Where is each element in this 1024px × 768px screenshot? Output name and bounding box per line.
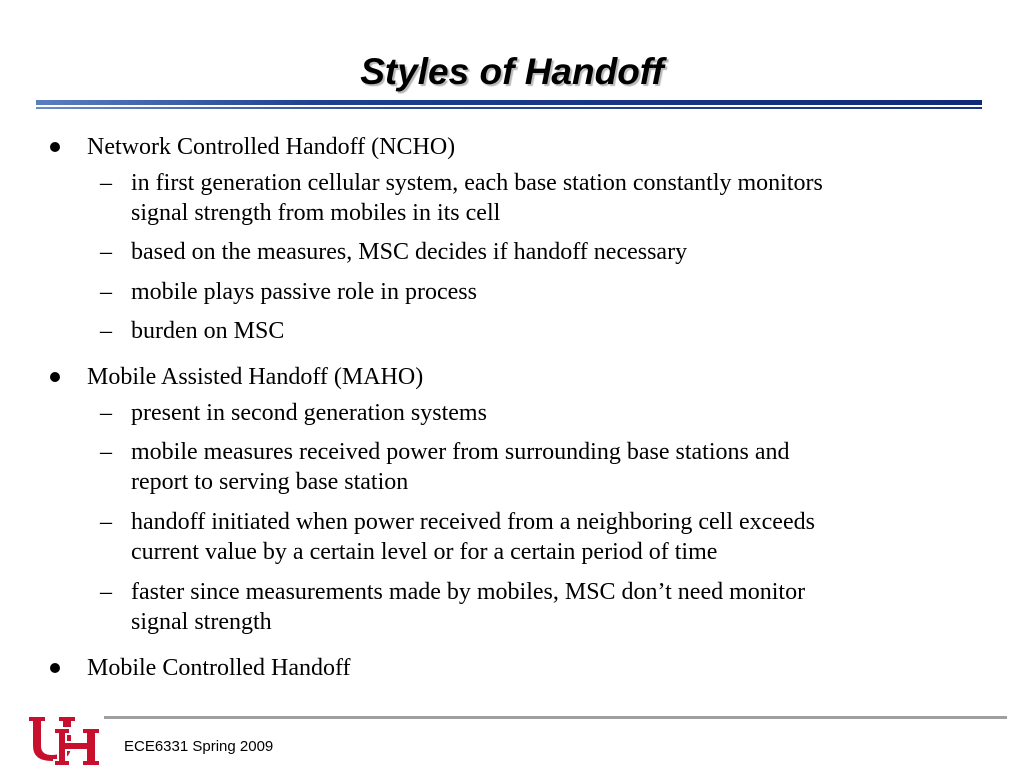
bullet-dot-icon: [50, 663, 60, 673]
sub-bullet-line: signal strength: [131, 609, 272, 635]
sub-bullet-line: current value by a certain level or for a certain period of time: [131, 539, 718, 565]
bullet-mcho: [87, 653, 351, 683]
sub-bullet-line: handoff initiated when power received from a neighboring cell exceeds: [131, 509, 815, 535]
sub-bullet-line: signal strength from mobiles in its cell: [131, 200, 501, 226]
sub-bullet: [100, 316, 971, 346]
dash-icon: –: [100, 509, 112, 535]
sub-bullet-line: in first generation cellular system, each base station constantly monitors: [131, 170, 823, 196]
sub-bullet-line: mobile plays passive role in process: [131, 279, 477, 305]
bullet-dot-icon: [50, 372, 60, 382]
sub-bullet: [100, 168, 971, 228]
sub-bullet: [100, 507, 971, 567]
sub-bullet-line: based on the measures, MSC decides if handoff necessary: [131, 239, 688, 265]
bullet-dot-icon: [50, 142, 60, 152]
footer-divider: [104, 716, 1007, 719]
uh-logo-icon: [24, 712, 104, 768]
dash-icon: –: [100, 439, 112, 465]
title-divider: [36, 100, 982, 110]
sub-bullet: [100, 237, 971, 267]
bullet-ncho: [87, 132, 455, 162]
dash-icon: –: [100, 318, 112, 344]
bullet-text: Mobile Assisted Handoff (MAHO): [87, 364, 424, 390]
sub-bullet-line: present in second generation systems: [131, 400, 487, 426]
sub-bullet-line: mobile measures received power from surrounding base stations and: [131, 439, 790, 465]
sub-bullet-line: burden on MSC: [131, 318, 285, 344]
sub-bullet: [100, 398, 971, 428]
bullet-text: Mobile Controlled Handoff: [87, 655, 351, 681]
sub-bullet-line: faster since measurements made by mobiles, MSC don’t need monitor: [131, 579, 806, 605]
footer-course-label: ECE6331 Spring 2009: [124, 738, 274, 755]
dash-icon: –: [100, 400, 112, 426]
sub-bullet-line: report to serving base station: [131, 469, 409, 495]
sub-bullet: [100, 277, 971, 307]
slide-title: Styles of Handoff: [360, 51, 664, 92]
sub-bullet: [100, 577, 971, 637]
dash-icon: –: [100, 579, 112, 605]
bullet-text: Network Controlled Handoff (NCHO): [87, 134, 456, 160]
dash-icon: –: [100, 279, 112, 305]
dash-icon: –: [100, 239, 112, 265]
dash-icon: –: [100, 170, 112, 196]
sub-bullet: [100, 437, 971, 497]
bullet-maho: [87, 362, 423, 392]
